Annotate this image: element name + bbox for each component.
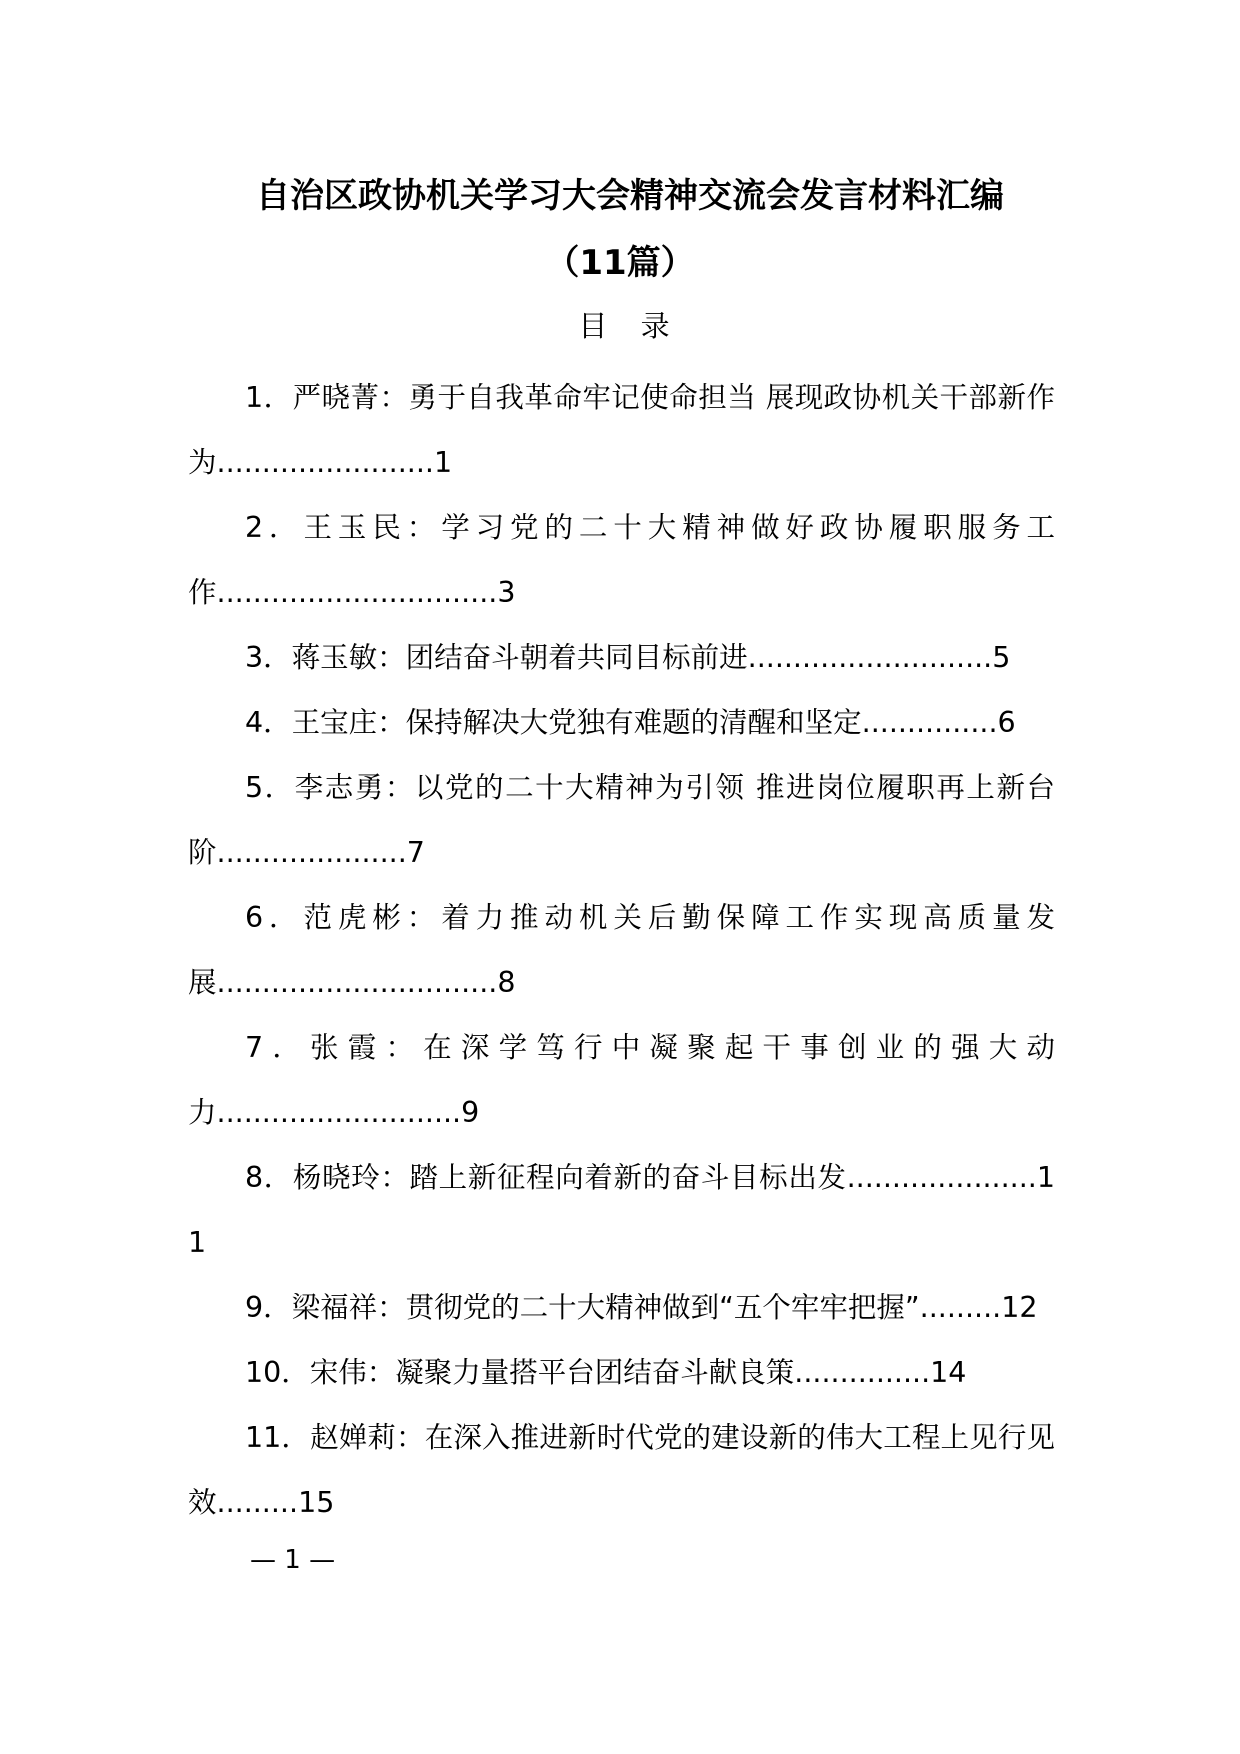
toc-page-number: 7	[406, 836, 425, 869]
toc-page-number: 3	[497, 576, 516, 609]
toc-leader-dots: ...........................	[747, 641, 993, 674]
toc-page-number: 14	[930, 1356, 967, 1389]
table-of-contents	[188, 365, 1055, 1535]
toc-entry-4[interactable]	[188, 690, 1055, 755]
toc-leader-dots: ........................	[216, 446, 434, 479]
toc-leader-dots: .........	[216, 1486, 299, 1519]
toc-entry-9[interactable]	[188, 1275, 1055, 1340]
toc-page-number: 1	[433, 446, 453, 479]
toc-entry-title: 6．范虎彬：着力推动机关后勤保障工作实现高质量发展	[188, 901, 1055, 999]
toc-entry-title: 9．梁福祥：贯彻党的二十大精神做到“五个牢牢把握”	[245, 1291, 920, 1324]
toc-entry-5[interactable]	[188, 755, 1055, 885]
toc-page-number: 9	[461, 1096, 480, 1129]
toc-leader-dots: .....................	[846, 1161, 1037, 1194]
toc-leader-dots: .....................	[216, 836, 407, 869]
toc-entry-title: 10．宋伟：凝聚力量搭平台团结奋斗献良策	[245, 1356, 795, 1389]
toc-page-number: 12	[1001, 1291, 1038, 1324]
toc-leader-dots: ...............................	[216, 966, 498, 999]
toc-entry-title: 3．蒋玉敏：团结奋斗朝着共同目标前进	[245, 641, 748, 674]
document-title: 自治区政协机关学习大会精神交流会发言材料汇编	[256, 176, 1004, 216]
toc-entry-title: 4．王宝庄：保持解决大党独有难题的清醒和坚定	[245, 706, 862, 739]
toc-leader-dots: ...............................	[216, 576, 498, 609]
toc-page-number: 11	[188, 1161, 1055, 1259]
toc-heading: 目 录	[578, 309, 682, 343]
page-number-footer: — 1 —	[250, 1545, 336, 1575]
toc-entry-10[interactable]	[188, 1340, 1055, 1405]
toc-page-number: 6	[997, 706, 1016, 739]
toc-entry-title: 11．赵婵莉：在深入推进新时代党的建设新的伟大工程上见行见效	[188, 1421, 1055, 1519]
toc-entry-2[interactable]	[188, 495, 1055, 625]
toc-entry-title: 7．张霞：在深学笃行中凝聚起干事创业的强大动力	[188, 1031, 1055, 1129]
toc-leader-dots: ...............	[861, 706, 998, 739]
toc-entry-8[interactable]	[188, 1145, 1055, 1275]
toc-entry-title: 5．李志勇：以党的二十大精神为引领 推进岗位履职再上新台阶	[188, 771, 1055, 869]
toc-entry-title: 2．王玉民：学习党的二十大精神做好政协履职服务工作	[188, 511, 1055, 609]
toc-entry-title: 8．杨晓玲：踏上新征程向着新的奋斗目标出发	[245, 1161, 847, 1194]
toc-page-number: 8	[497, 966, 516, 999]
toc-entry-6[interactable]	[188, 885, 1055, 1015]
toc-leader-dots: ...........................	[216, 1096, 462, 1129]
toc-leader-dots: .........	[919, 1291, 1002, 1324]
toc-page-number: 15	[298, 1486, 335, 1519]
toc-entry-3[interactable]	[188, 625, 1055, 690]
toc-entry-title: 1．严晓菁：勇于自我革命牢记使命担当 展现政协机关干部新作为	[188, 381, 1055, 479]
document-subtitle: （11篇）	[545, 243, 695, 283]
toc-entry-7[interactable]	[188, 1015, 1055, 1145]
toc-leader-dots: ...............	[794, 1356, 931, 1389]
toc-entry-1[interactable]	[188, 365, 1055, 495]
toc-entry-11[interactable]	[188, 1405, 1055, 1535]
toc-page-number: 5	[992, 641, 1011, 674]
